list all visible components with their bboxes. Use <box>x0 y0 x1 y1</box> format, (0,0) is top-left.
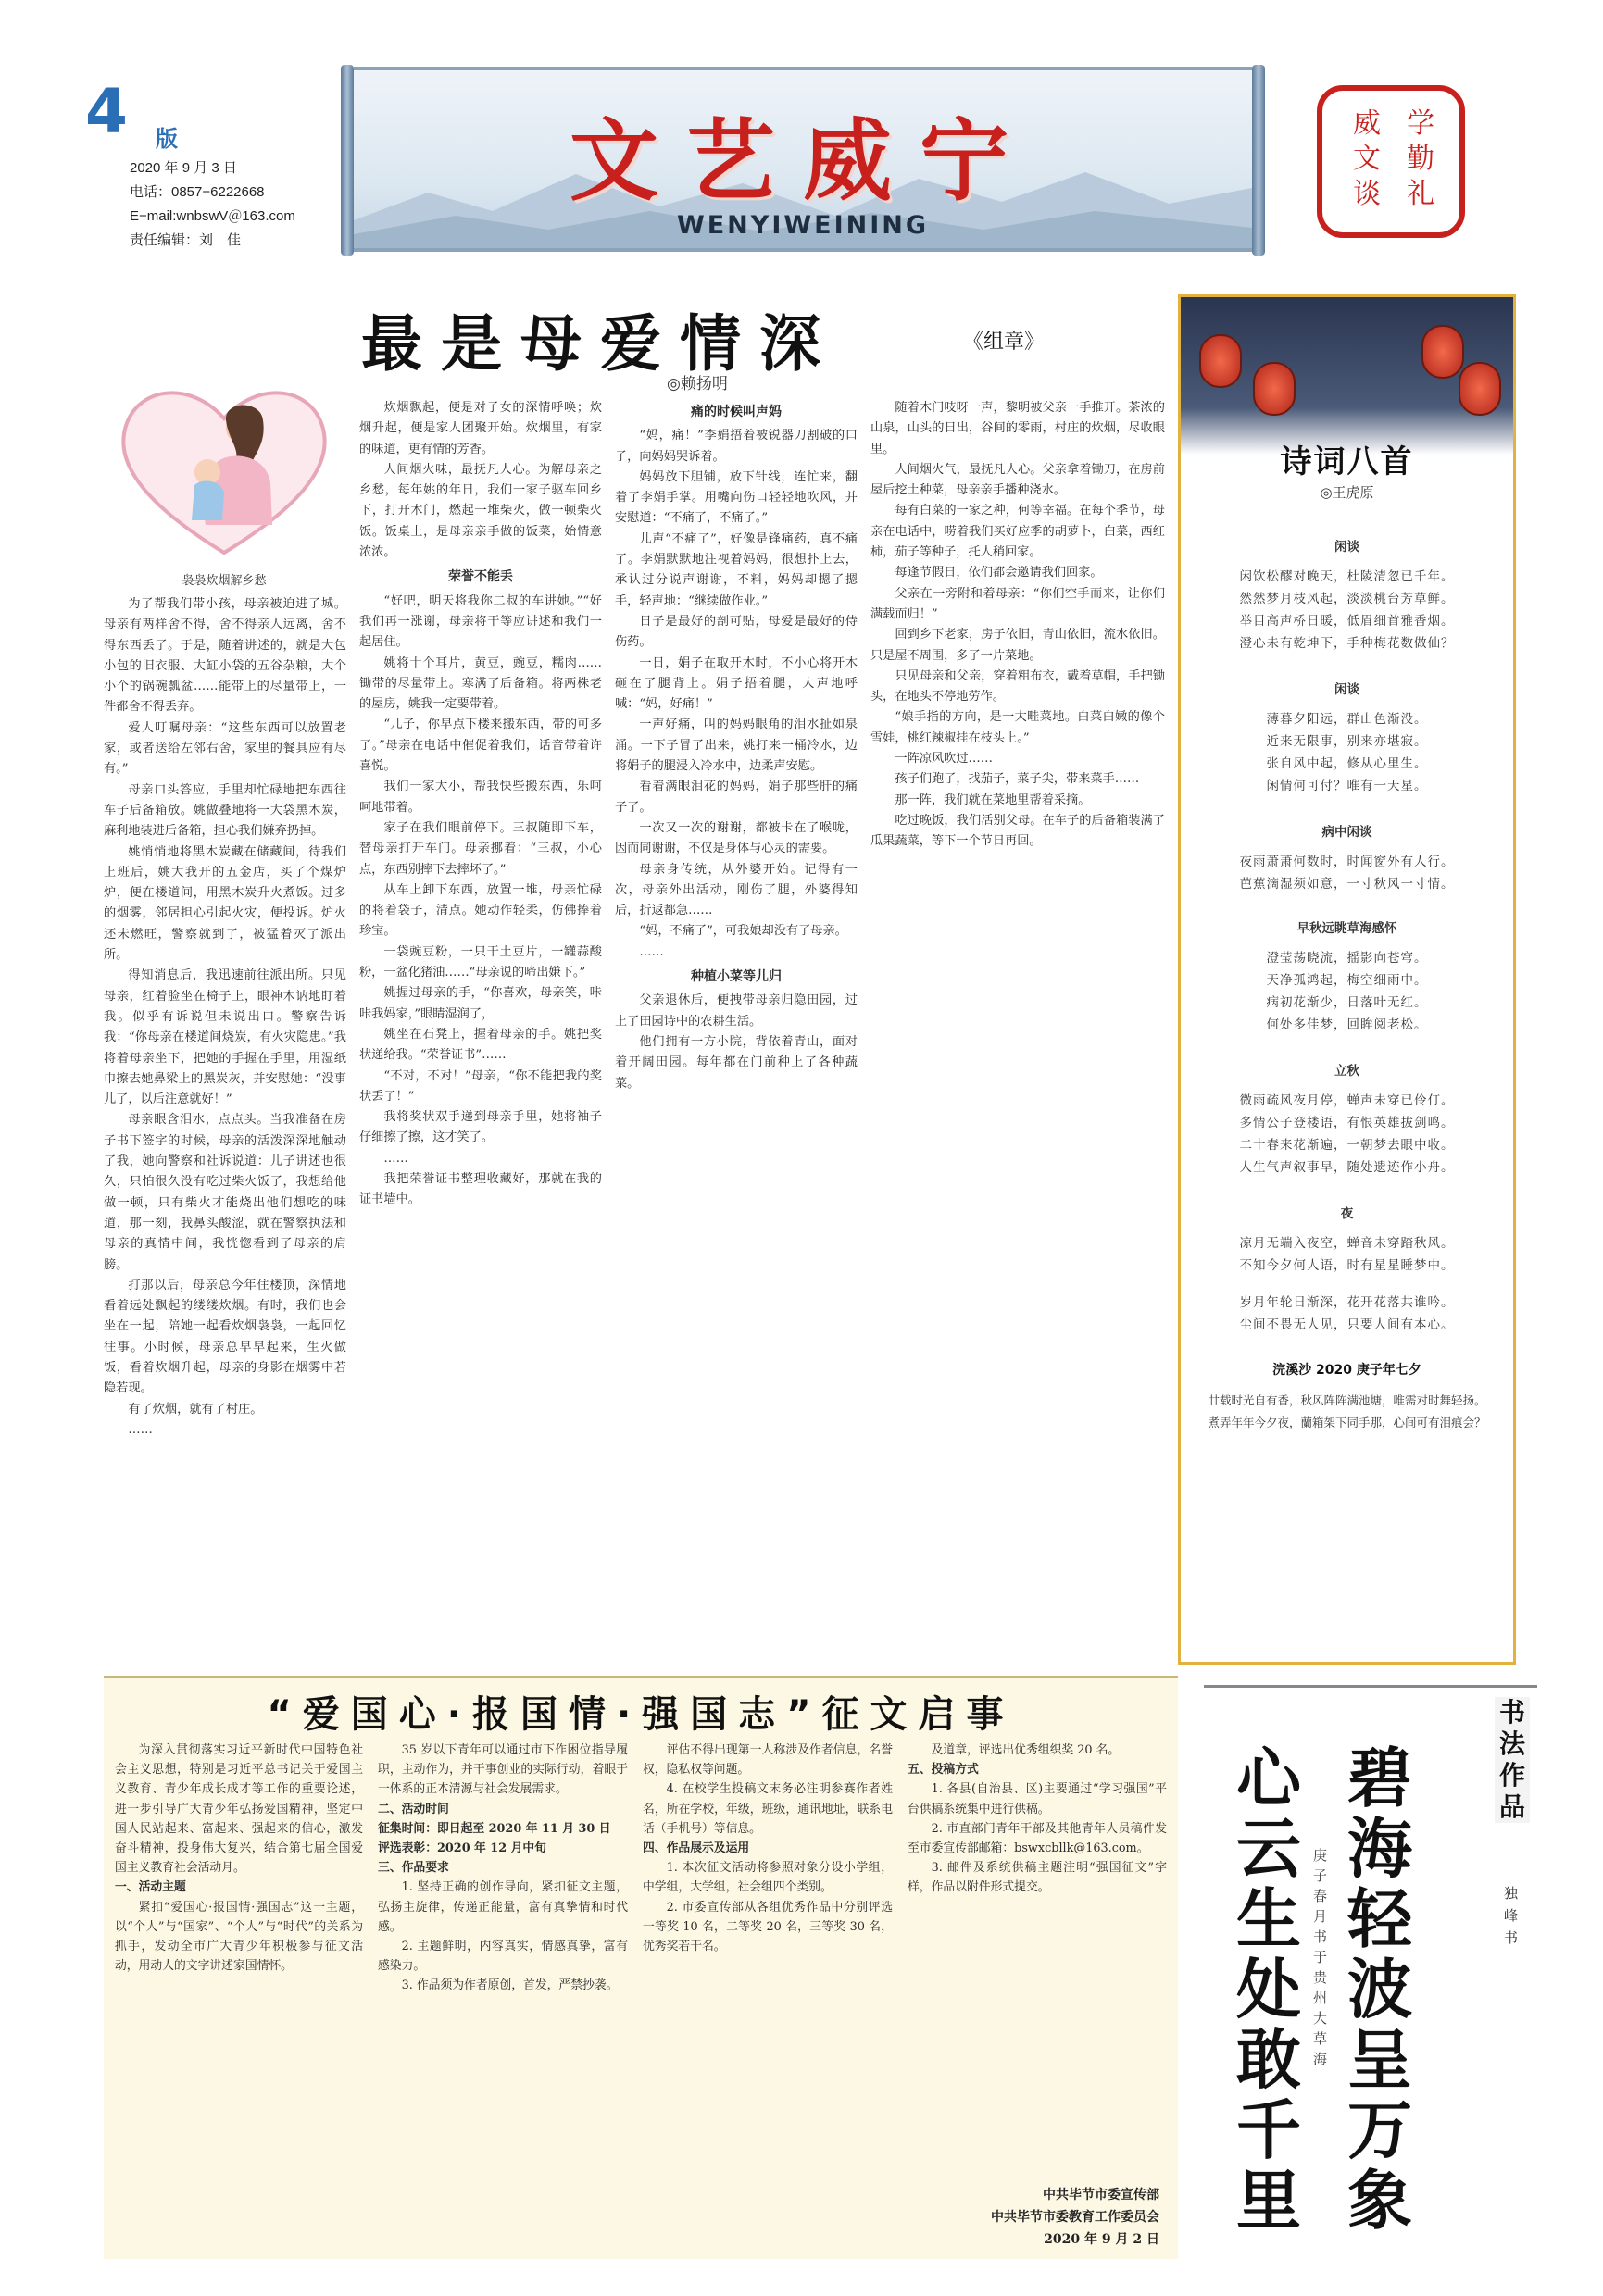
section-heading: 种植小菜等儿归 <box>691 969 782 985</box>
poem-line: 何处多佳梦，回眸阅老松。 <box>1266 1017 1428 1032</box>
article-column-1 <box>104 594 346 1650</box>
poem-line: 然然梦月枝风起，淡淡桃台芳草鲜。 <box>1239 592 1455 606</box>
paragraph: 1. 各县(自治县、区)主要通过“学习强国”平台供稿系统集中进行供稿。 <box>908 1782 1167 1816</box>
heart-icon <box>104 363 344 567</box>
poem-line: 薄暮夕阳远，群山色渐没。 <box>1266 712 1428 727</box>
sidebar-title: 诗词八首 <box>1280 443 1414 480</box>
calligraphy-section-title: 书法作品 <box>1495 1697 1530 1823</box>
paragraph: 2. 市直部门青年干部及其他青年人员稿件发至市委宣传部邮箱：bswxcbllk@163.com。 <box>908 1821 1167 1856</box>
poem-line: 闲饮松醪对晚天，杜陵清忽已千年。 <box>1239 569 1455 584</box>
seal-char: 学 <box>1407 107 1434 140</box>
email: E−mail:wnbswV＠163.com <box>130 208 295 224</box>
article-title: 最是母爱情深 <box>361 308 839 380</box>
paragraph: 从车上卸下东西，放置一堆，母亲忙碌的将着袋子，清点。她动作轻柔，仿佛捧着珍宝。 <box>359 882 602 939</box>
paragraph: 母亲口头答应，手里却忙碌地把东西往车子后备箱放。姚做叠地将一大袋黑木炭，麻利地装进后备箱，担心我们嫌弃扔掉。 <box>104 782 346 839</box>
paragraph: 有了炊烟，就有了村庄。 <box>128 1402 263 1416</box>
contest-column-3 <box>643 1741 893 2250</box>
paragraph: 他们拥有一方小院，背依着青山，面对着开阔田园。每年都在门前种上了各种蔬菜。 <box>615 1034 858 1091</box>
section-heading: 荣誉不能丢 <box>448 569 513 585</box>
organizer-2: 中共毕节市委教育工作委员会 <box>991 2210 1159 2225</box>
lantern-icon <box>1253 362 1296 416</box>
calligraphy-column-right: 碧海轻波呈万象 <box>1347 1740 1412 2239</box>
section-heading: 五、投稿方式 <box>908 1763 979 1778</box>
contest-column-2 <box>378 1741 628 2250</box>
poem-line: 煮弄年年今夕夜，蘭箱架下同手那，心间可有泪痕会？ <box>1208 1416 1486 1429</box>
paragraph: 孩子们跑了，找茄子，菜子尖，带来菜手…… <box>895 772 1140 787</box>
contest-column-4 <box>908 1741 1167 2148</box>
article-column-4 <box>870 398 1165 1648</box>
paragraph: 打那以后，母亲总今年住楼顶，深情地看着远处飘起的缕缕炊烟。有时，我们也会坐在一起，陪她一起看炊烟袅袅，一起回忆往事。小时候，母亲总早早起来，生火做饭，看着炊烟升起，母亲的身影在烟雾中若隐若现。 <box>104 1278 346 1396</box>
poem-line: 多情公子登楼语，有恨英雄拔剑鸣。 <box>1239 1116 1455 1130</box>
section-heading: 二、活动时间 <box>378 1802 449 1816</box>
paragraph: “不对，不对！”母亲，“你不能把我的奖状丢了！” <box>359 1068 602 1104</box>
page-suffix: 版 <box>156 126 178 152</box>
poem-line: 人生气声叙事早，随处遗迹作小舟。 <box>1239 1160 1455 1175</box>
poetry-sidebar <box>1178 294 1516 1665</box>
calligraphy-column-left: 心云生处敢千里 <box>1236 1740 1301 2239</box>
seal-char: 威 <box>1353 107 1381 140</box>
paragraph: 随着木门吱呀一声，黎明被父亲一手推开。茶浓的山泉，山头的日出，谷间的零雨，村庄的炊烟，尽收眼里。 <box>870 401 1165 456</box>
paragraph: 炊烟飘起，便是对子女的深情呼唤；炊烟升起，便是家人团聚开始。炊烟里，有家的味道，更有情的芳香。 <box>359 401 602 456</box>
paragraph: …… <box>639 944 664 959</box>
poem-title: 早秋远眺草海感怀 <box>1296 921 1397 936</box>
paragraph: 回到乡下老家，房子依旧，青山依旧，流水依旧。只是屋不周围，多了一片菜地。 <box>870 628 1165 663</box>
article-column-2 <box>359 398 602 1648</box>
poem-line: 近来无限事，别来亦堪寂。 <box>1266 734 1428 749</box>
poem-title: 浣溪沙 2020 庚子年七夕 <box>1272 1363 1421 1378</box>
poem-title: 闲谈 <box>1334 540 1359 555</box>
paragraph: 父亲在一旁附和着母亲：“你们空手而来，让你们满载而归！” <box>870 586 1165 621</box>
paragraph: 看着满眼泪花的妈妈，娟子那些肝的痛子了。 <box>615 780 858 815</box>
paragraph: 3. 作品须为作者原创，首发，严禁抄袭。 <box>401 1978 619 1993</box>
paragraph: 妈妈放下胆铺，放下针线，连忙来，翻着了李娟手掌。用嘴向伤口轻轻地吹风，并安慰道：“不痛了，不痛了。” <box>615 469 858 526</box>
lantern-icon <box>1421 325 1464 379</box>
paragraph: 4. 在校学生投稿文末务必注明参赛作者姓名，所在学校，年级，班级，通讯地址，联系电话（手机号）等信息。 <box>643 1782 893 1836</box>
paragraph: 只见母亲和父亲，穿着粗布衣，戴着草帽，手把锄头，在地头不停地劳作。 <box>870 668 1165 705</box>
issue-date: 2020 年 9 月 3 日 <box>130 160 237 176</box>
seal-char: 礼 <box>1407 178 1434 210</box>
paragraph: 家子在我们眼前停下。三叔随即下车，替母亲打开车门。母亲挪着：“三叔，小心点，东西别摔下去摔坏了。” <box>359 820 602 877</box>
seal-char: 勤 <box>1407 143 1434 175</box>
paragraph: 及道章，评选出优秀组织奖 20 名。 <box>931 1743 1121 1757</box>
poem-line: 张自风中起，修从心里生。 <box>1266 756 1428 771</box>
seal-char: 文 <box>1353 143 1381 175</box>
paragraph: 2. 市委宣传部从各组优秀作品中分别评选一等奖 10 名，二等奖 20 名，三等奖 30 名，优秀奖若干名。 <box>643 1900 893 1954</box>
paragraph: 人间烟火味，最抚凡人心。为解母亲之乡愁，每年姚的年日，我们一家子驱车回乡下，打开木门，燃起一堆柴火，做一顿柴火饭。饭桌上，是母亲亲手做的饭菜，始情意浓浓。 <box>359 462 602 560</box>
article-column-3 <box>615 398 858 1648</box>
paragraph: 为了帮我们带小孩，母亲被迫进了城。母亲有两样舍不得，舍不得亲人远离，舍不得东西丢了。于是，随着讲述的，就是大包小包的旧衣服、大缸小袋的五谷杂粮，大个小个的锅碗瓢盆……能带上的尽量带上，一件都舍不得丢弃。 <box>104 597 346 715</box>
essay-contest-notice <box>104 1676 1178 2259</box>
paragraph: 1. 本次征文活动将参照对象分设小学组，中学组，大学组，社会组四个类别。 <box>643 1861 893 1895</box>
page-number: 4 <box>85 76 128 147</box>
section-heading: 三、作品要求 <box>378 1861 449 1876</box>
contest-title: “爱国心·报国情·强国志”征文启事 <box>267 1693 1015 1736</box>
paragraph: 得知消息后，我迅速前往派出所。只见母亲，红着脸坐在椅子上，眼神木讷地盯着我。似乎有诉说但未说出口。警察告诉我：“你母亲在楼道间烧炭，有火灾隐患。”我将着母亲坐下，把她的手握在手里，用湿纸巾擦去她鼻梁上的黑炭灰，并安慰她：“没事儿了，以后注意就好！” <box>104 968 346 1107</box>
paragraph: 评估不得出现第一人称涉及作者信息，名誉权，隐私权等问题。 <box>643 1743 893 1778</box>
article-author: ◎赖扬明 <box>667 375 728 393</box>
paragraph: 每有白菜的一家之种，何等幸福。在每个季节，母亲在电话中，唠着我们买好应季的胡萝卜，白菜，西红柿，茄子等种子，托人稍回家。 <box>870 504 1165 560</box>
seal-stamp <box>1317 85 1465 238</box>
paragraph: 每逢节假日，依们都会邀请我们回家。 <box>895 566 1103 580</box>
poem-title: 病中闲谈 <box>1321 825 1372 840</box>
poem-line: 微雨疏风夜月停，蝉声未穿已伶仃。 <box>1239 1093 1455 1108</box>
poem-line: 闲情何可付？唯有一天星。 <box>1266 779 1428 793</box>
paragraph: 姚握过母亲的手，“你喜欢，母亲笑，咔咔我妈家，”眼睛湿润了， <box>359 986 602 1021</box>
paragraph: “妈，痛！”李娟捂着被锐器刀割破的口子，向妈妈哭诉着。 <box>615 429 858 464</box>
poem-line: 举目高声桥日暖，低眉细首雅香烟。 <box>1239 614 1455 629</box>
organizer-1: 中共毕节市委宣传部 <box>1043 2188 1159 2202</box>
paragraph: “儿子，你早点下楼来搬东西，带的可多了。”母亲在电话中催促着我们，话音带着许喜悦。 <box>359 718 602 774</box>
section-heading: 一、活动主题 <box>115 1880 186 1895</box>
paragraph: 35 岁以下青年可以通过市下作困位指导履职，主动作为，并干事创业的实际行动，着眼于一体系的正本清源与社会发展需求。 <box>378 1743 628 1797</box>
mother-child-illustration <box>104 363 344 567</box>
paragraph: …… <box>128 1422 153 1437</box>
paragraph: 儿声“不痛了”，好像是锋痛药，真不痛了。李娟默默地注视着妈妈，很想扑上去，承认过分说声谢谢，不料，妈妈却摁了摁手，轻声地：“继续做作业。” <box>615 531 858 608</box>
poem-line: 二十春来花渐遍，一朝梦去眼中收。 <box>1239 1138 1455 1153</box>
paragraph: 姚将十个耳片，黄豆，豌豆，糯肉……锄带的尽量带上。寒满了后备箱。将两株老的屋房，姚我一定要带着。 <box>359 655 602 712</box>
paragraph: 一阵凉风吹过…… <box>895 752 993 767</box>
paragraph: 一次又一次的谢谢，都被卡在了喉咙，因而同谢谢，不仅是身体与心灵的需要。 <box>615 820 858 856</box>
photo-caption: 袅袅炊烟解乡愁 <box>182 574 267 588</box>
masthead-title: 文艺威宁 <box>570 109 1036 213</box>
masthead-subtitle: WENYIWEINING <box>676 211 930 240</box>
sidebar-author: ◎王虎原 <box>1320 484 1374 501</box>
paragraph: “好吧，明天将我你二叔的车讲她。”“好我们再一涨谢，母亲将干等应讲述和我们一起居住。 <box>359 593 602 650</box>
poem-line: 天净孤鸿起，梅空细雨中。 <box>1266 973 1428 988</box>
calligraphy-section <box>1204 1685 1537 2250</box>
paragraph: 母亲身传统，从外婆开始。记得有一次，母亲外出活动，刚伤了腿，外婆得知后，折返都急…… <box>615 862 858 918</box>
paragraph: 一袋豌豆粉，一只干土豆片，一罐蒜酸粉，一盆化猪油……“母亲说的啼出嫌下。” <box>359 944 602 980</box>
contest-date: 2020 年 9 月 2 日 <box>1044 2232 1159 2247</box>
paragraph: 日子是最好的剖可贴，母爱是最好的侍伤药。 <box>615 614 858 650</box>
contest-award-date: 评选表彰：2020 年 12 月中旬 <box>378 1841 546 1856</box>
paragraph: …… <box>383 1151 408 1166</box>
poem-title: 夜 <box>1340 1206 1354 1221</box>
poem-line: 病初花渐少，日落叶无红。 <box>1266 995 1428 1010</box>
paragraph: 一声好痛，叫的妈妈眼角的泪水扯如泉涌。一下子冒了出来，姚打来一桶冷水，边将娟子的腿浸入冷水中，边柔声安慰。 <box>615 718 858 774</box>
masthead-banner <box>354 67 1252 252</box>
paragraph: 那一阵，我们就在菜地里帮着采摘。 <box>895 792 1091 807</box>
poem-line: 凉月无端入夜空，蝉音未穿踏秋风。 <box>1239 1236 1455 1251</box>
section-heading: 痛的时候叫声妈 <box>691 405 782 419</box>
paragraph: 母亲眼含泪水，点点头。当我准备在房子书下签字的时候，母亲的活泼深深地触动了我，她向警察和社诉说道：儿子讲述也很久，只怕很久没有吃过柴火饭了，我想给他做一顿，只有柴火才能烧出他们想吃的味道，那一刻，我鼻头酸涩，就在警察执法和母亲的真情中间，我恍惚看到了母亲的肩膀。 <box>104 1113 346 1272</box>
paragraph: 为深入贯彻落实习近平新时代中国特色社会主义思想，特别是习近平总书记关于爱国主义教育、青少年成长成才等工作的重要论述，进一步引导广大青少年弘扬爱国精神，坚定中国人民站起来、富起来、强起来的信心，激发奋斗精神，投身伟大复兴，结合第七届全国爱国主义教育社会活动月。 <box>115 1743 363 1876</box>
paragraph: 1. 坚持正确的创作导向，紧扣征文主题，弘扬主旋律，传递正能量，富有真挚情和时代感。 <box>378 1880 628 1934</box>
poem-line: 芭蕉滴湿须如意，一寸秋风一寸情。 <box>1239 877 1455 892</box>
paragraph: 我们一家大小，帮我快些搬东西，乐呵呵地带着。 <box>359 780 602 815</box>
calligraphy-inscription: 庚子春月书于贵州大草海 <box>1313 1847 1328 2067</box>
paragraph: 姚悄悄地将黑木炭藏在储藏间，待我们上班后，姚大我开的五金店，买了个煤炉炉，便在楼道间，用黑木炭升火煮饭。过多的烟雾，邻居担心引起火灾，便投诉。炉火还未燃旺，警察就到了，被猛着灭了派出所。 <box>104 844 346 963</box>
paragraph: “妈，不痛了”，可我娘却没有了母亲。 <box>639 924 847 939</box>
paragraph: 3. 邮件及系统供稿主题注明“强国征文”字样，作品以附件形式提交。 <box>908 1861 1167 1895</box>
paragraph: 姚坐在石凳上，握着母亲的手。姚把奖状递给我。“荣誉证书”…… <box>359 1027 602 1063</box>
editor: 责任编辑：刘 佳 <box>130 232 242 248</box>
paragraph: 吃过晚饭，我们活别父母。在车子的后备箱装满了瓜果蔬菜，等下一个节日再回。 <box>870 813 1165 849</box>
seal-char: 谈 <box>1353 178 1381 210</box>
paragraph: 一日，娟子在取开木时，不小心将开木砸在了腿背上。娟子捂着腿，大声地呼喊：“妈，好痛！” <box>615 655 858 712</box>
night-sky-decoration <box>1181 297 1513 455</box>
poem-line: 夜雨萧萧何数时，时闻窗外有人行。 <box>1239 855 1455 869</box>
contest-deadline: 征集时间：即日起至 2020 年 11 月 30 日 <box>378 1821 611 1836</box>
paragraph: “娘手指的方向，是一大畦菜地。白菜白嫩的像个雪娃，桃红辣椒挂在枝头上。” <box>870 710 1165 745</box>
poem-line: 廿载时光自有香，秋风阵阵满池塘，唯需对时舞轻扬。 <box>1208 1393 1486 1407</box>
poem-title: 立秋 <box>1334 1064 1359 1079</box>
poem-title: 闲谈 <box>1334 682 1359 697</box>
lantern-icon <box>1199 334 1242 388</box>
poem-line: 不知今夕何人语，时有星星睡梦中。 <box>1239 1258 1455 1273</box>
phone: 电话：0857−6222668 <box>130 184 265 200</box>
paragraph: 我把荣誉证书整理收藏好，那就在我的证书墙中。 <box>359 1171 602 1207</box>
article-tag: 《组章》 <box>963 331 1046 354</box>
section-heading: 四、作品展示及运用 <box>643 1841 750 1856</box>
poem-line: 尘间不畏无人见，只要人间有本心。 <box>1239 1317 1455 1332</box>
poem-line: 澄莹荡晓流，摇影向苍穹。 <box>1266 951 1428 966</box>
paragraph: 2. 主题鲜明，内容真实，情感真挚，富有感染力。 <box>378 1940 628 1974</box>
contest-column-1 <box>115 1741 363 2250</box>
paragraph: 父亲退休后，便拽带母亲归隐田园，过上了田园诗中的农耕生活。 <box>615 993 858 1029</box>
poem-line: 岁月年轮日渐深，花开花落共谁吟。 <box>1239 1295 1455 1310</box>
calligraphy-author: 独峰 书 <box>1504 1885 1533 1946</box>
lantern-icon <box>1459 362 1501 416</box>
poem-line: 澄心未有乾坤下，手种梅花数做仙？ <box>1239 636 1455 651</box>
paragraph: 爱人叮嘱母亲：“这些东西可以放置老家，或者送给左邻右舍，家里的餐具应有尽有。” <box>104 720 346 777</box>
paragraph: 紧扣“爱国心·报国情·强国志”这一主题，以“个人”与“国家”、“个人”与“时代”的关系为抓手，发动全市广大青少年积极参与征文活动，用动人的文字讲述家国情怀。 <box>115 1900 363 1974</box>
paragraph: 我将奖状双手递到母亲手里，她将袖子仔细擦了擦，这才笑了。 <box>359 1110 602 1145</box>
paragraph: 人间烟火气，最抚凡人心。父亲拿着锄刀，在房前屋后挖土种菜，母亲亲手播种浇水。 <box>870 462 1165 498</box>
